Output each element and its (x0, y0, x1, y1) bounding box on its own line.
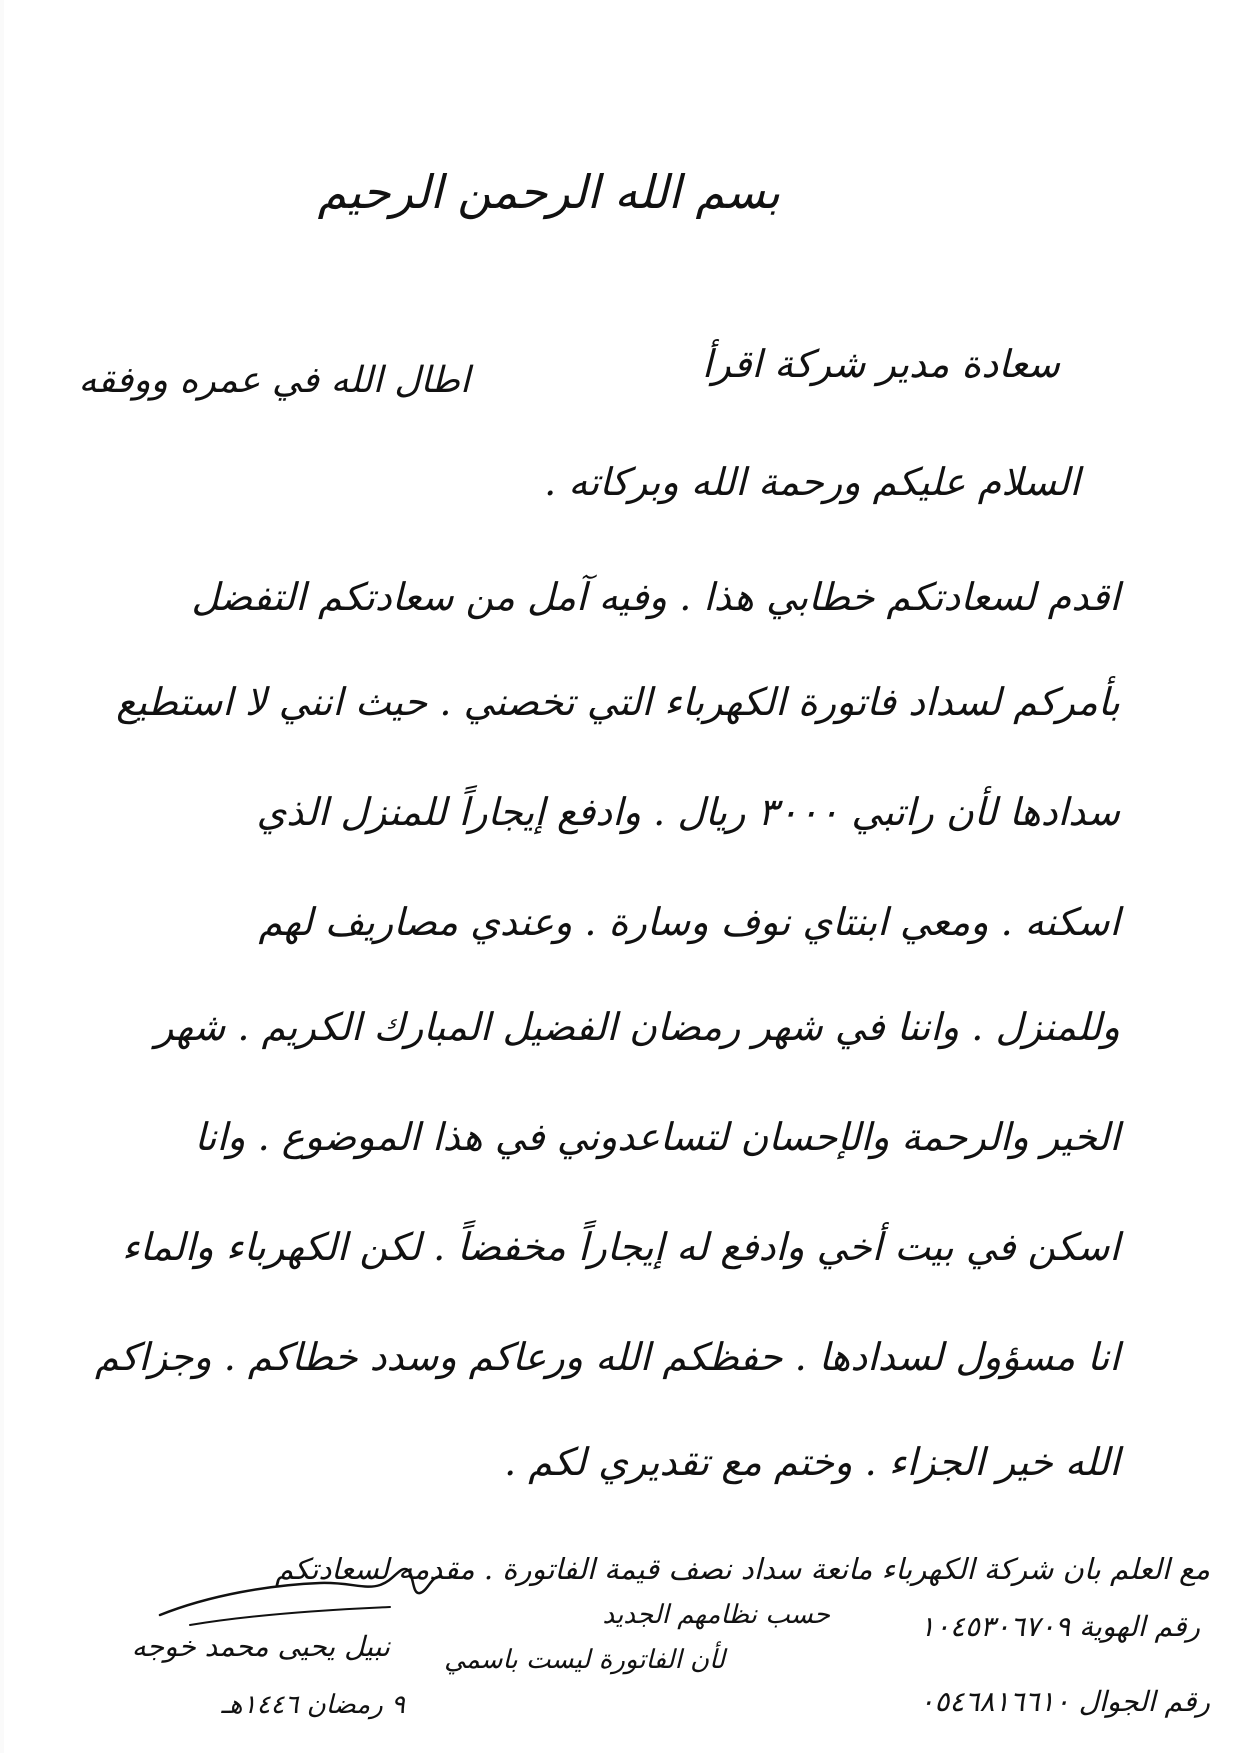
signature-date: ٩ رمضان ١٤٤٦هـ (221, 1690, 405, 1720)
body-line: وللمنزل . واننا في شهر رمضان الفضيل المبارك الكريم . شهر (155, 1005, 1120, 1049)
handwritten-signature (150, 1555, 450, 1635)
note-new-system: حسب نظامهم الجديد (602, 1600, 830, 1630)
body-line: انا مسؤول لسدادها . حفظكم الله ورعاكم وسدد خطاكم . وجزاكم (94, 1335, 1120, 1379)
body-line: اسكن في بيت أخي وادفع له إيجاراً مخفضاً . لكن الكهرباء والماء (121, 1225, 1120, 1269)
body-line: الخير والرحمة والإحسان لتساعدوني في هذا الموضوع . وانا (194, 1115, 1120, 1159)
body-line: اقدم لسعادتكم خطابي هذا . وفيه آمل من سعادتكم التفضل (191, 575, 1120, 619)
body-line: الله خير الجزاء . وختم مع تقديري لكم . (504, 1440, 1120, 1484)
body-line: بأمركم لسداد فاتورة الكهرباء التي تخصني . حيث انني لا استطيع (116, 680, 1120, 724)
page-edge (0, 0, 4, 1753)
body-line: اسكنه . ومعي ابنتاي نوف وسارة . وعندي مصاريف لهم (258, 900, 1120, 944)
body-line: سدادها لأن راتبي ٣٠٠٠ ريال . وادفع إيجاراً للمنزل الذي (256, 790, 1120, 834)
id-number: رقم الهوية ١٠٤٥٣٠٦٧٠٩ (919, 1610, 1200, 1643)
note-electricity-company: مع العلم بان شركة الكهرباء مانعة سداد نصف قيمة الفاتورة . مقدمه لسعادتكم (275, 1552, 1210, 1586)
recipient-wish: اطال الله في عمره ووفقه (78, 360, 470, 401)
salutation: السلام عليكم ورحمة الله وبركاته . (544, 460, 1080, 504)
mobile-number: رقم الجوال ٠٥٤٦٨١٦٦١٠ (919, 1685, 1210, 1718)
note-invoice-not-in-name: لأن الفاتورة ليست باسمي (444, 1645, 725, 1675)
basmala: بسم الله الرحمن الرحيم (317, 165, 780, 219)
recipient-line: سعادة مدير شركة اقرأ (701, 342, 1060, 386)
signatory-name: نبيل يحيى محمد خوجه (131, 1630, 390, 1663)
